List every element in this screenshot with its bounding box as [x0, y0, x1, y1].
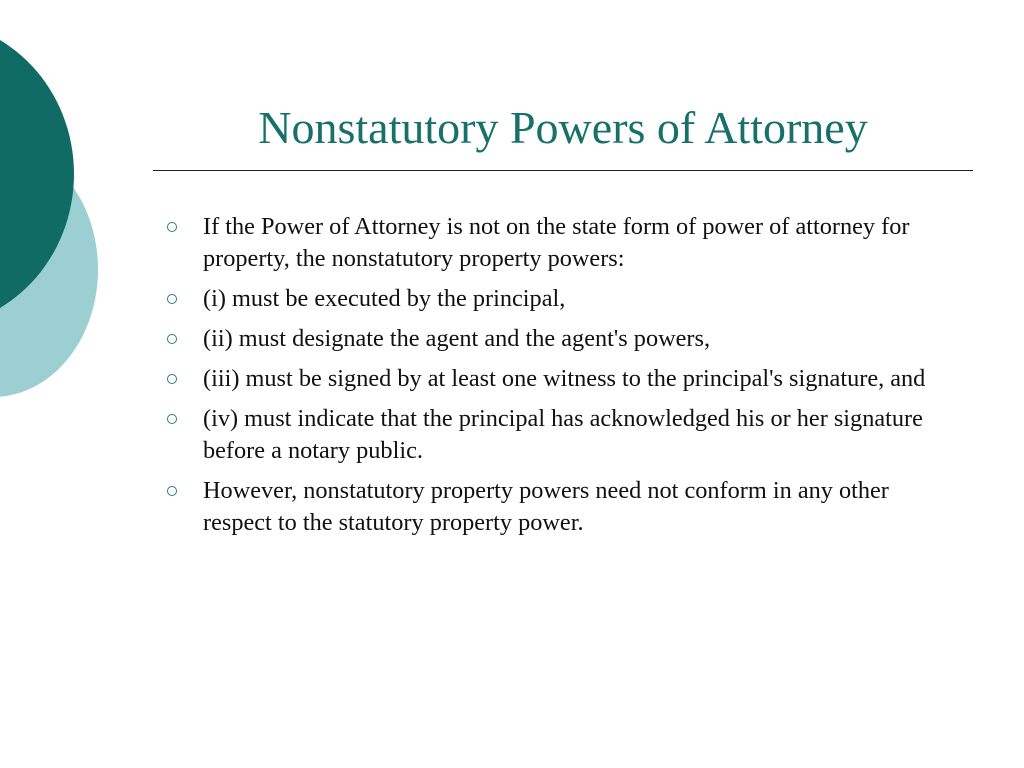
hollow-circle-bullet-icon — [167, 334, 177, 344]
bullet-item — [160, 323, 950, 355]
hollow-circle-bullet-icon — [167, 374, 177, 384]
bullet-item — [160, 403, 950, 467]
hollow-circle-bullet-icon — [167, 222, 177, 232]
bullet-list — [160, 211, 950, 547]
slide-title: Nonstatutory Powers of Attorney — [258, 102, 868, 153]
bullet-item — [160, 475, 950, 539]
title-divider — [153, 170, 973, 171]
hollow-circle-bullet-icon — [167, 486, 177, 496]
bullet-item — [160, 211, 950, 275]
bullet-text: (iv) must indicate that the principal has acknowledged his or her signature before a notary public. — [203, 405, 923, 464]
bullet-item — [160, 283, 950, 315]
bullet-item — [160, 363, 950, 395]
hollow-circle-bullet-icon — [167, 294, 177, 304]
bullet-text: (iii) must be signed by at least one witness to the principal's signature, and — [203, 365, 926, 392]
bullet-text: However, nonstatutory property powers need not conform in any other respect to the statutory property power. — [203, 477, 889, 536]
bullet-text: (ii) must designate the agent and the agent's powers, — [203, 325, 711, 352]
bullet-text: If the Power of Attorney is not on the state form of power of attorney for property, the nonstatutory property powers: — [203, 213, 910, 272]
bullet-text: (i) must be executed by the principal, — [203, 285, 566, 312]
hollow-circle-bullet-icon — [167, 414, 177, 424]
